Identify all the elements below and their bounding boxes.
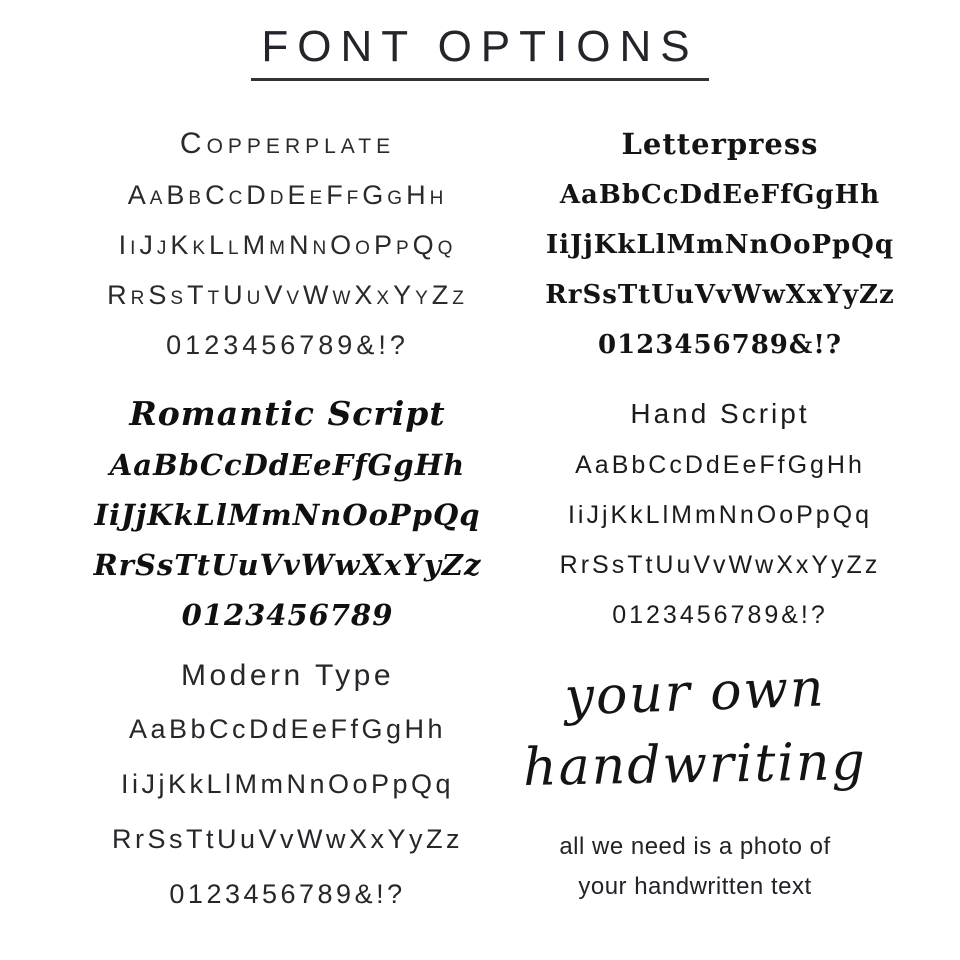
font-name-copperplate: Copperplate bbox=[179, 127, 396, 160]
font-sample-own-handwriting bbox=[460, 645, 930, 907]
font-row-uppercase-rz: RrSsTtUuVvWwXxYyZz bbox=[559, 551, 881, 579]
font-row-numerals: 0123456789&!? bbox=[166, 330, 409, 360]
font-row-uppercase-iq: IiJjKkLlMmNnOoPpQq bbox=[567, 501, 873, 529]
font-row-uppercase-rz: RrSsTtUuVvWwXxYyZz bbox=[111, 824, 463, 854]
font-row-uppercase-ah: AaBbCcDdEeFfGgHh bbox=[128, 714, 447, 744]
handwriting-sample-line-1: your own bbox=[563, 658, 827, 728]
font-row-uppercase-iq: IiJjKkLlMmNnOoPpQq bbox=[94, 498, 481, 532]
font-row-uppercase-iq: IiJjKkLlMmNnOoPpQq bbox=[545, 230, 895, 260]
font-row-uppercase-iq: IiJjKkLlMmNnOoPpQq bbox=[118, 230, 457, 260]
font-row-uppercase-rz: RrSsTtUuVvWwXxYyZz bbox=[545, 280, 895, 310]
font-name-letterpress: Letterpress bbox=[621, 127, 819, 161]
font-row-numerals: 0123456789&!? bbox=[597, 330, 843, 360]
handwriting-caption bbox=[460, 827, 930, 907]
font-row-uppercase-ah: AaBbCcDdEeFfGgHh bbox=[109, 448, 466, 482]
handwriting-sample-line-2: handwriting bbox=[522, 732, 868, 798]
font-name-romantic-script: Romantic Script bbox=[129, 394, 446, 433]
font-name-modern-type: Modern Type bbox=[180, 659, 395, 692]
font-sample-letterpress bbox=[480, 106, 960, 370]
font-row-numerals: 0123456789&!? bbox=[612, 601, 828, 629]
font-row-uppercase-ah: AaBbCcDdEeFfGgHh bbox=[575, 451, 865, 479]
handwriting-caption-line-1: all we need is a photo of bbox=[559, 833, 831, 860]
header bbox=[0, 22, 960, 81]
page-title: FONT OPTIONS bbox=[251, 22, 708, 81]
font-row-uppercase-ah: AaBbCcDdEeFfGgHh bbox=[127, 180, 448, 210]
font-row-numerals: 0123456789&!? bbox=[169, 879, 406, 909]
font-row-uppercase-rz: RrSsTtUuVvWwXxYyZz bbox=[107, 280, 468, 310]
handwriting-caption-line-2: your handwritten text bbox=[578, 873, 812, 900]
font-row-numerals: 0123456789 bbox=[181, 598, 394, 632]
font-sample-hand-script bbox=[480, 376, 960, 640]
font-name-hand-script: Hand Script bbox=[630, 398, 810, 429]
font-row-uppercase-rz: RrSsTtUuVvWwXxYyZz bbox=[93, 548, 482, 582]
font-sample-copperplate bbox=[45, 106, 530, 370]
font-row-uppercase-ah: AaBbCcDdEeFfGgHh bbox=[559, 180, 881, 210]
font-row-uppercase-iq: IiJjKkLlMmNnOoPpQq bbox=[120, 769, 455, 799]
font-sample-romantic-script bbox=[45, 376, 530, 640]
font-sample-modern-type bbox=[45, 638, 530, 922]
